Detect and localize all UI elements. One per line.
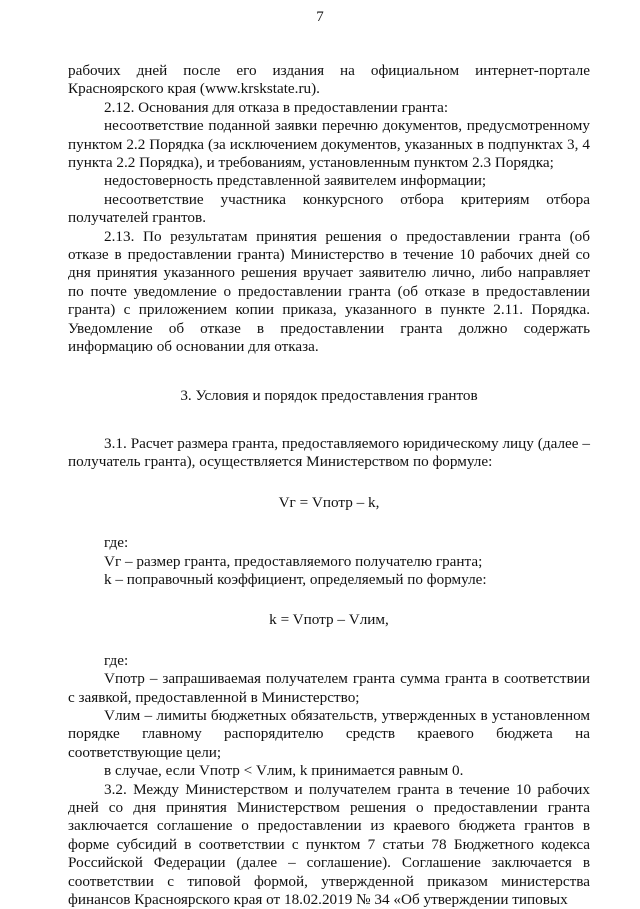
paragraph: несоответствие участника конкурсного отбора критериям отбора получателей грантов. bbox=[68, 190, 590, 227]
formula: Vг = Vпотр – k, bbox=[278, 493, 380, 511]
paragraph: недостоверность представленной заявителем информации; bbox=[104, 172, 487, 190]
paragraph: Vпотр – запрашиваемая получателем гранта сумма гранта в соответствии с заявкой, предоставленной в Министерство; bbox=[68, 670, 590, 706]
where-label: где: bbox=[104, 534, 129, 552]
paragraph: несоответствие поданной заявки перечню документов, предусмотренному пунктом 2.2 Порядка (за исключением документов, указанных в подпунктах 3, 4 пункта 2.2 Порядка), и требованиям, установленным пунктом 2.3 Порядка; bbox=[68, 117, 590, 172]
paragraph: рабочих дней после его издания на официальном интернет-портале Красноярского края (www.krskstate.ru). bbox=[68, 62, 590, 98]
paragraph: в случае, если Vпотр < Vлим, k принимается равным 0. bbox=[104, 762, 464, 780]
document-body bbox=[68, 62, 590, 909]
paragraph: k – поправочный коэффициент, определяемый по формуле: bbox=[104, 570, 487, 588]
paragraph: 2.12. Основания для отказа в предоставлении гранта: bbox=[104, 98, 449, 116]
section-heading: 3. Условия и порядок предоставления грантов bbox=[180, 386, 478, 404]
page-number: 7 bbox=[316, 9, 324, 25]
paragraph: 2.13. По результатам принятия решения о предоставлении гранта (об отказе в предоставлении гранта) Министерство в течение 10 рабочих дней со дня принятия указанного решения вручает заявителю лично, либо направляет по почте уведомление о предоставлении гранта (об отказе в предоставлении гранта) с приложением копии приказа, указанного в пункте 2.11. Порядка. Уведомление об отказе в предоставлении гранта должно содержать информацию об основании для отказа. bbox=[68, 227, 590, 356]
paragraph: Vг – размер гранта, предоставляемого получателю гранта; bbox=[104, 552, 483, 570]
paragraph: 3.1. Расчет размера гранта, предоставляемого юридическому лицу (далее – получатель гранта), осуществляется Министерством по формуле: bbox=[68, 434, 590, 471]
where-label: где: bbox=[104, 651, 129, 669]
formula: k = Vпотр – Vлим, bbox=[269, 611, 389, 629]
paragraph: 3.2. Между Министерством и получателем гранта в течение 10 рабочих дней со дня принятия Министерством решения о предоставлении гранта заключается соглашение о предоставлении из краевого бюджета грантов в форме субсидий в соответствии с пунктом 7 статьи 78 Бюджетного кодекса Российской Федерации (далее – соглашение). Соглашение заключается в соответствии с типовой формой, утвержденной приказом министерства финансов Красноярского края от 18.02.2019 № 34 «Об утверждении типовых bbox=[68, 780, 590, 909]
paragraph: Vлим – лимиты бюджетных обязательств, утвержденных в установленном порядке главному распорядителю средств краевого бюджета на соответствующие цели; bbox=[68, 706, 590, 761]
